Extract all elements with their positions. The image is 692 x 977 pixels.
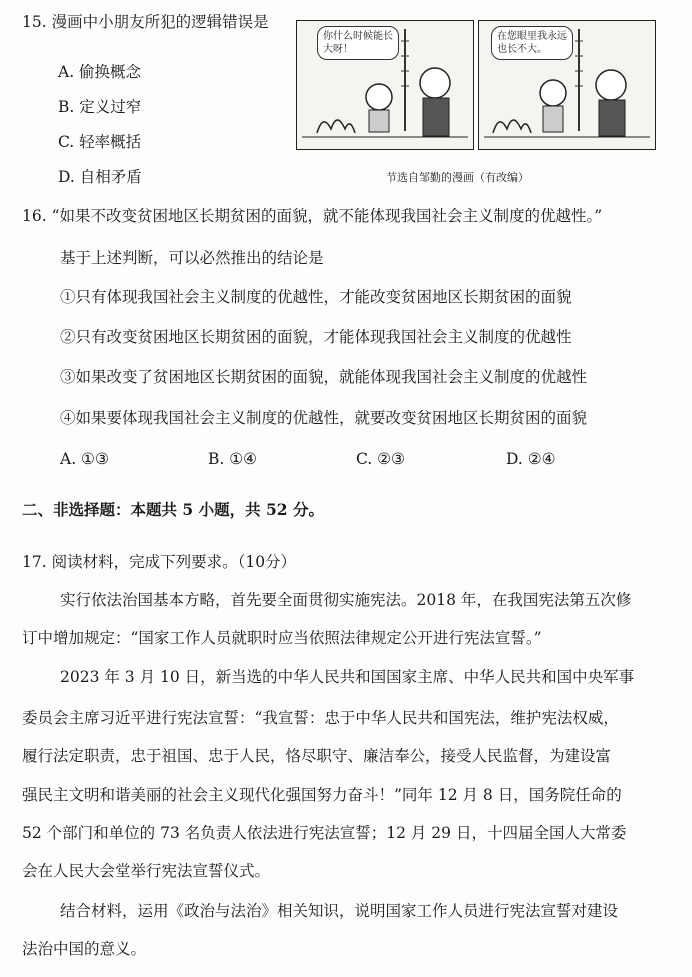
q17-line-1: 实行依法治国基本方略，首先要全面贯彻实施宪法。2018 年，在我国宪法第五次修 (60, 591, 632, 609)
q16-intro: 基于上述判断，可以必然推出的结论是 (60, 249, 324, 267)
q16-option-b: B. ①④ (208, 450, 258, 468)
cartoon-panel-1 (296, 20, 474, 150)
q17-line-2: 订中增加规定：“国家工作人员就职时应当依照法律规定公开进行宪法宣誓。” (22, 629, 542, 647)
q17-line-8: 会在人民大会堂举行宪法宣誓仪式。 (22, 862, 271, 880)
q16-item-4: ④如果要体现我国社会主义制度的优越性，就要改变贫困地区长期贫困的面貌 (60, 409, 588, 427)
q15-option-c: C. 轻率概括 (58, 133, 142, 151)
q17-line-5: 履行法定职责，忠于祖国、忠于人民，恪尽职守、廉洁奉公，接受人民监督，为建设富 (22, 747, 612, 765)
speech-bubble-2: 在您眼里我永远也长不大。 (491, 26, 573, 60)
q17-line-3: 2023 年 3 月 10 日，新当选的中华人民共和国国家主席、中华人民共和国中央军事 (60, 668, 635, 686)
q17-line-6: 强民主文明和谐美丽的社会主义现代化强国努力奋斗！”同年 12 月 8 日，国务院任命的 (22, 786, 622, 804)
q16-option-c: C. ②③ (356, 450, 405, 468)
q15-stem: 15. 漫画中小朋友所犯的逻辑错误是 (22, 13, 269, 31)
cartoon-illustration-1 (297, 21, 473, 149)
q16-item-2: ②只有改变贫困地区长期贫困的面貌，才能体现我国社会主义制度的优越性 (60, 328, 572, 346)
cartoon-illustration-2 (479, 21, 655, 149)
cartoon-panel-2 (478, 20, 656, 150)
q16-option-a: A. ①③ (60, 450, 109, 468)
q17-line-9: 结合材料，运用《政治与法治》相关知识，说明国家工作人员进行宪法宣誓对建设 (60, 902, 619, 920)
q16-item-3: ③如果改变了贫困地区长期贫困的面貌，就能体现我国社会主义制度的优越性 (60, 368, 588, 386)
cartoon-caption: 节选自邹勤的漫画（有改编） (386, 171, 529, 184)
section-heading: 二、非选择题：本题共 5 小题，共 52 分。 (22, 500, 324, 519)
q16-option-d: D. ②④ (506, 450, 556, 468)
q16-stem: 16. “如果不改变贫困地区长期贫困的面貌，就不能体现我国社会主义制度的优越性。” (22, 207, 603, 225)
q16-item-1: ①只有体现我国社会主义制度的优越性，才能改变贫困地区长期贫困的面貌 (60, 288, 572, 306)
q17-line-4: 委员会主席习近平进行宪法宣誓：“我宣誓：忠于中华人民共和国宪法，维护宪法权威， (22, 709, 619, 727)
q15-option-a: A. 偷换概念 (58, 63, 142, 81)
q17-stem: 17. 阅读材料，完成下列要求。（10分） (22, 553, 297, 571)
speech-bubble-1: 你什么时候能长大呀！ (317, 26, 399, 60)
q17-line-7: 52 个部门和单位的 73 名负责人依法进行宪法宣誓；12 月 29 日，十四届全国人大常委 (22, 824, 627, 842)
q15-option-b: B. 定义过窄 (58, 98, 142, 116)
q17-line-10: 法治中国的意义。 (22, 940, 147, 958)
q15-option-d: D. 自相矛盾 (58, 168, 142, 186)
